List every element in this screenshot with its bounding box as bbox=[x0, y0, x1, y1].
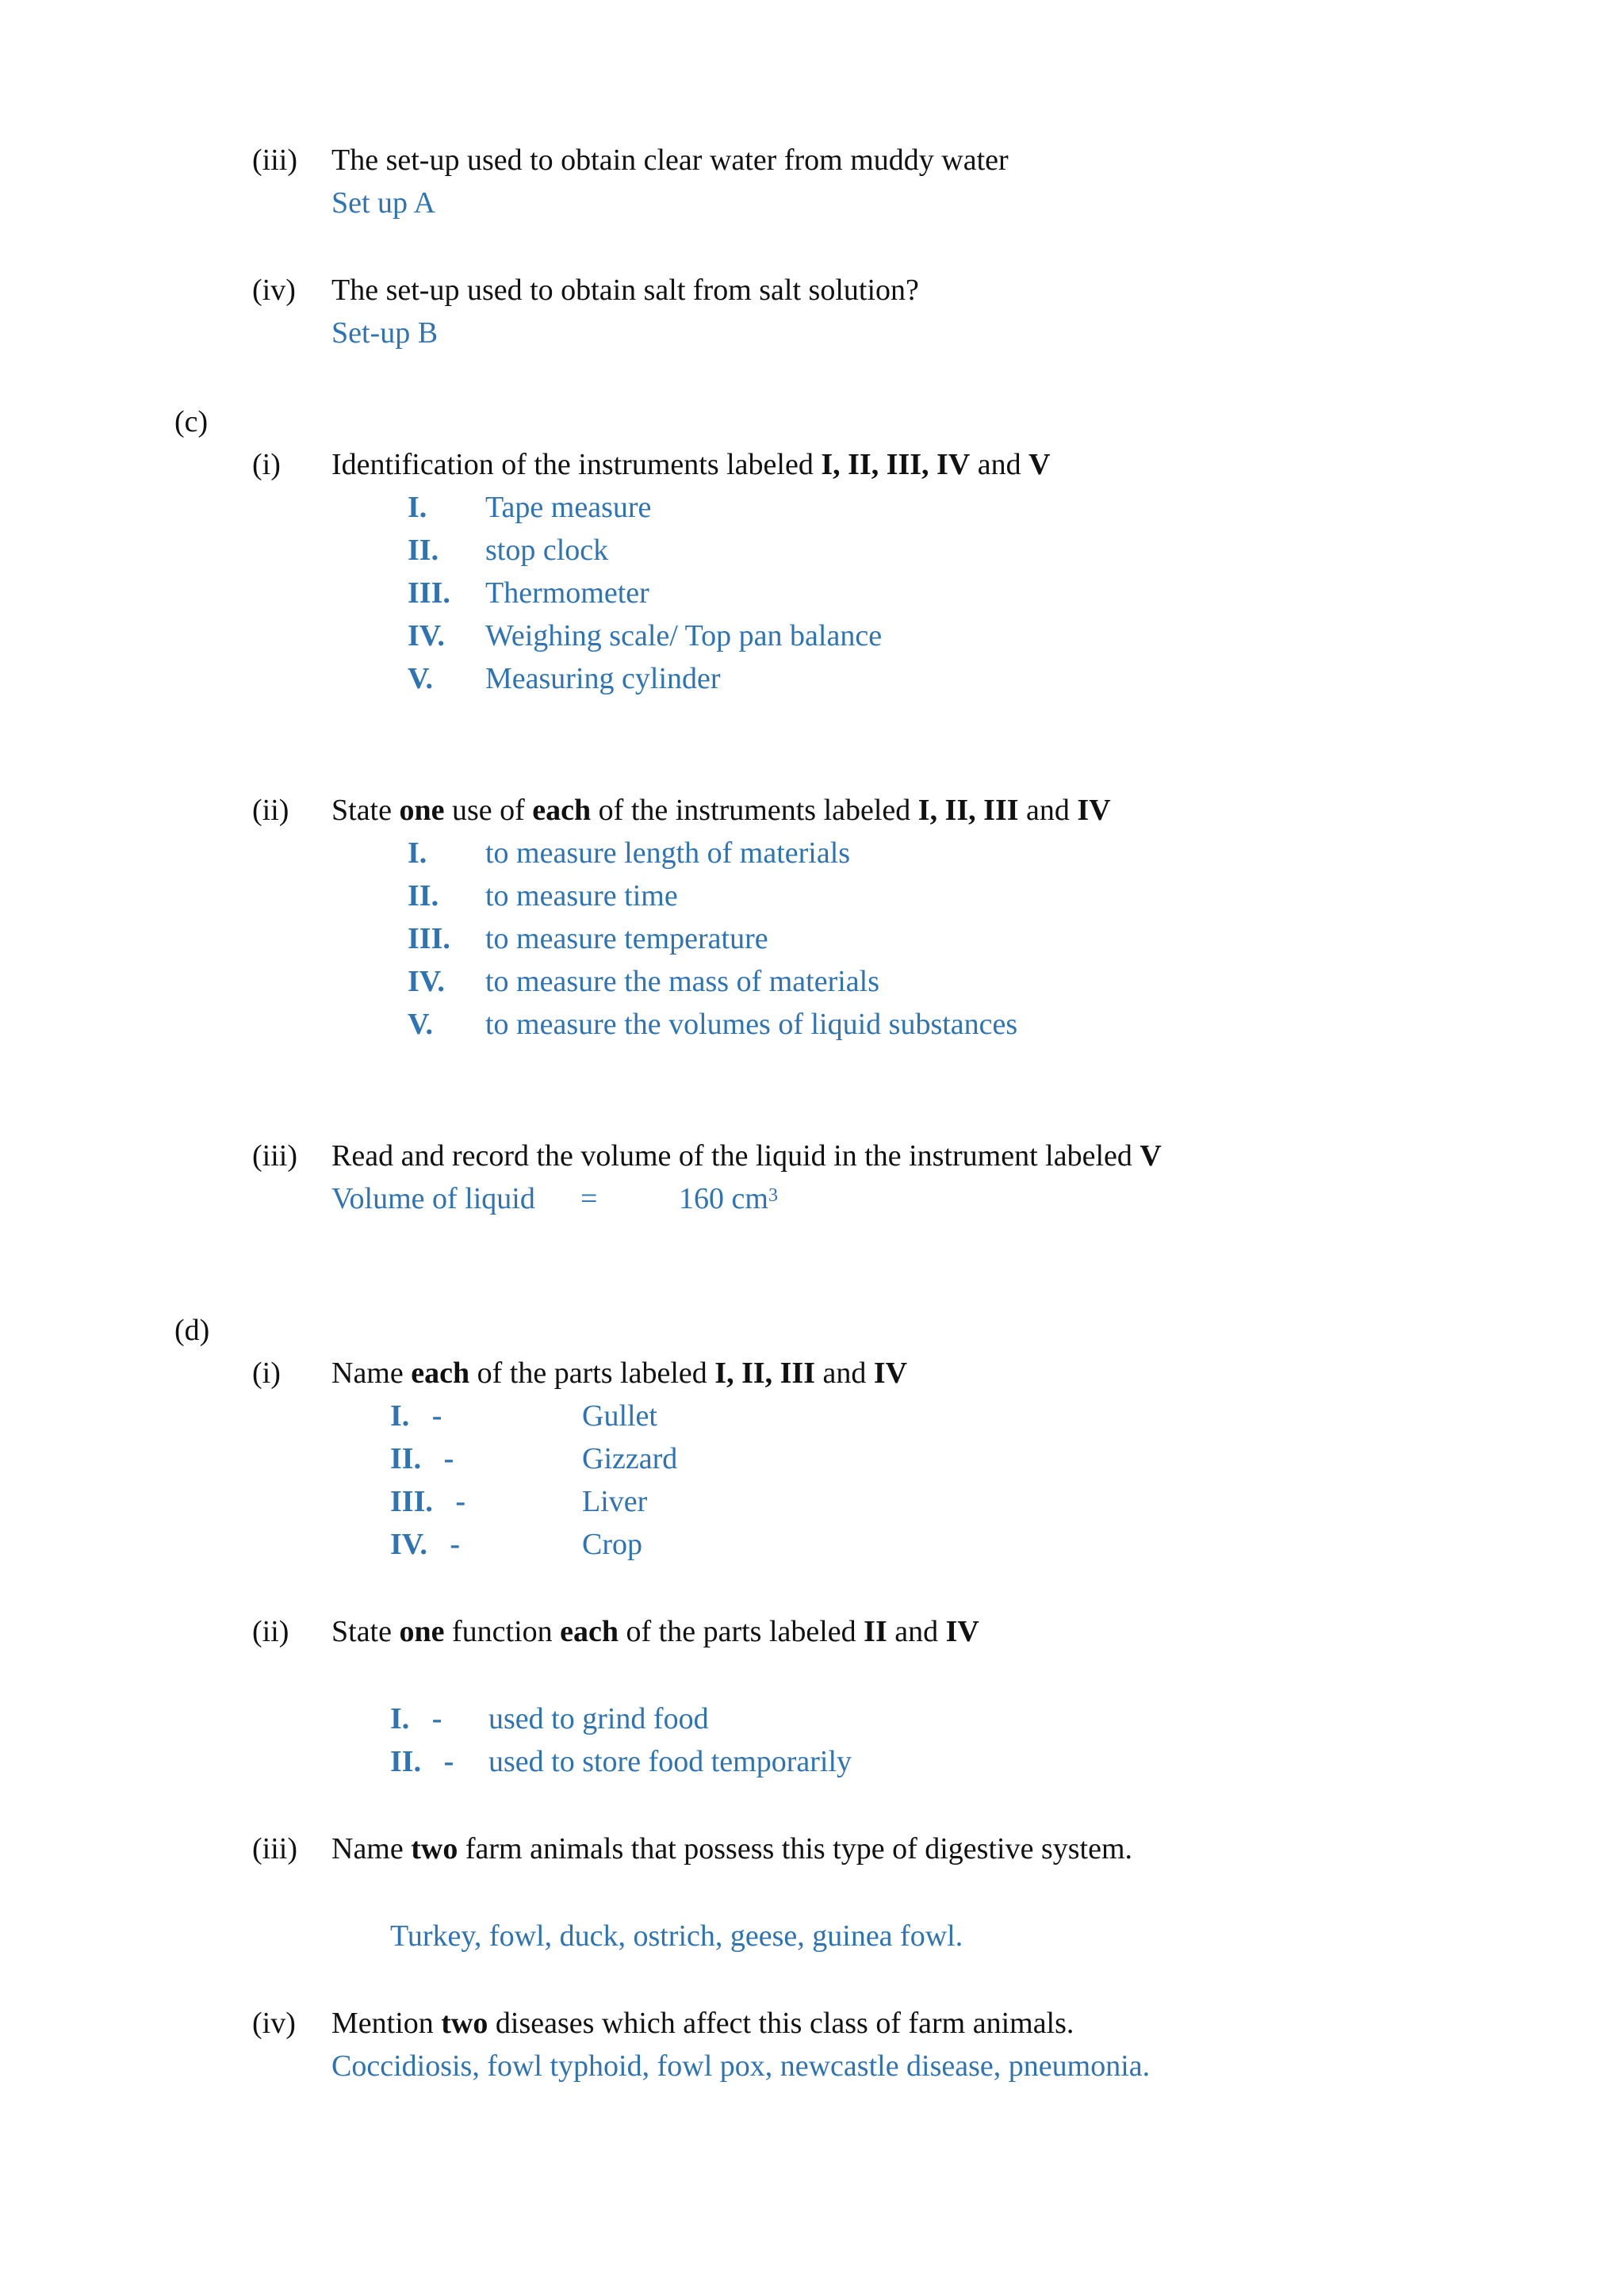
question-text: Name two farm animals that possess this type of digestive system. bbox=[331, 1832, 1133, 1866]
section-label: (d) bbox=[174, 1314, 210, 1347]
list-item: to measure temperature bbox=[485, 922, 768, 955]
list-item-number: II. - bbox=[390, 1442, 454, 1475]
question-number: (ii) bbox=[252, 794, 289, 827]
list-item: used to store food temporarily bbox=[488, 1745, 852, 1778]
question-number: (i) bbox=[252, 1357, 281, 1390]
list-item-number: II. - bbox=[390, 1745, 454, 1778]
list-item-number: I. - bbox=[390, 1702, 442, 1735]
question-text: Name each of the parts labeled I, II, III and IV bbox=[331, 1357, 908, 1390]
question-text: The set-up used to obtain clear water from muddy water bbox=[331, 144, 1009, 177]
list-item: used to grind food bbox=[488, 1702, 709, 1735]
list-item: Weighing scale/ Top pan balance bbox=[485, 619, 883, 652]
list-item: Crop bbox=[582, 1528, 642, 1561]
answer-text: Coccidiosis, fowl typhoid, fowl pox, newcastle disease, pneumonia. bbox=[331, 2049, 1151, 2083]
answer-text: Turkey, fowl, duck, ostrich, geese, guinea fowl. bbox=[390, 1919, 963, 1953]
question-number: (iii) bbox=[252, 144, 297, 177]
question-number: (iv) bbox=[252, 274, 296, 307]
question-number: (iii) bbox=[252, 1139, 297, 1173]
question-text: Mention two diseases which affect this class of farm animals. bbox=[331, 2007, 1074, 2040]
list-item-number: III. bbox=[408, 922, 450, 955]
list-item-number: V. bbox=[408, 662, 434, 695]
answer-text: Set up A bbox=[331, 186, 435, 220]
question-number: (iv) bbox=[252, 2007, 296, 2040]
question-text: State one use of each of the instruments labeled I, II, III and IV bbox=[331, 794, 1111, 827]
list-item: to measure length of materials bbox=[485, 836, 851, 870]
list-item: Thermometer bbox=[485, 576, 649, 610]
answer-label: Volume of liquid bbox=[331, 1182, 535, 1215]
list-item-number: I. bbox=[408, 836, 427, 870]
list-item: to measure the volumes of liquid substances bbox=[485, 1008, 1018, 1041]
list-item-number: IV. - bbox=[390, 1528, 460, 1561]
answer-equals: = bbox=[580, 1182, 598, 1215]
question-text: Identification of the instruments labeled I, II, III, IV and V bbox=[331, 448, 1051, 481]
list-item: to measure time bbox=[485, 879, 678, 913]
list-item: to measure the mass of materials bbox=[485, 965, 880, 998]
section-label: (c) bbox=[174, 405, 209, 438]
list-item-number: III. bbox=[408, 576, 450, 610]
list-item-number: V. bbox=[408, 1008, 434, 1041]
list-item: Gizzard bbox=[582, 1442, 678, 1475]
list-item-number: I. - bbox=[390, 1399, 442, 1433]
answer-text: Set-up B bbox=[331, 316, 439, 350]
question-text: Read and record the volume of the liquid in the instrument labeled V bbox=[331, 1139, 1162, 1173]
list-item-number: IV. bbox=[408, 965, 445, 998]
list-item: stop clock bbox=[485, 534, 609, 567]
list-item: Measuring cylinder bbox=[485, 662, 721, 695]
list-item: Tape measure bbox=[485, 491, 652, 524]
question-number: (ii) bbox=[252, 1615, 289, 1648]
list-item-number: IV. bbox=[408, 619, 445, 652]
list-item-number: II. bbox=[408, 534, 439, 567]
question-number: (iii) bbox=[252, 1832, 297, 1866]
answer-value: 160 $cm^3$ bbox=[679, 1182, 778, 1215]
list-item: Gullet bbox=[582, 1399, 657, 1433]
list-item-number: III. - bbox=[390, 1485, 466, 1518]
list-item-number: II. bbox=[408, 879, 439, 913]
list-item: Liver bbox=[582, 1485, 648, 1518]
question-text: The set-up used to obtain salt from salt solution? bbox=[331, 274, 919, 307]
list-item-number: I. bbox=[408, 491, 427, 524]
question-text: State one function each of the parts labeled II and IV bbox=[331, 1615, 979, 1648]
question-number: (i) bbox=[252, 448, 281, 481]
